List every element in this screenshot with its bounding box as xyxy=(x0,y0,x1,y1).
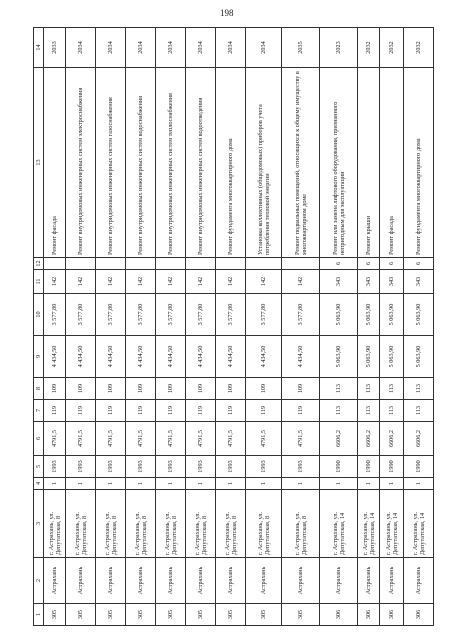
residents-cell: 142 xyxy=(246,270,282,294)
row-number-cell: 306 xyxy=(320,604,358,626)
city-cell: Астрахань xyxy=(358,558,380,604)
work-type-cell: Ремонт фундамента многоквартирного дома xyxy=(404,68,434,258)
table-row xyxy=(246,28,282,626)
area-cell: 4791,5 xyxy=(186,422,216,456)
city-cell: Астрахань xyxy=(44,558,66,604)
planned-year-cell: 2023 xyxy=(320,28,358,68)
row-number-cell: 305 xyxy=(156,604,186,626)
area-cell: 3 577,80 xyxy=(96,294,126,336)
value-cell: 113 xyxy=(358,400,380,422)
value-cell: 109 xyxy=(282,378,320,400)
city-cell: Астрахань xyxy=(96,558,126,604)
table-row xyxy=(320,28,358,626)
value-cell xyxy=(66,258,96,270)
city-cell: Астрахань xyxy=(66,558,96,604)
planned-year-cell: 2034 xyxy=(216,28,246,68)
table-row xyxy=(380,28,404,626)
value-cell xyxy=(156,258,186,270)
area-cell: 4 434,50 xyxy=(246,336,282,378)
area-cell: 4 434,50 xyxy=(126,336,156,378)
row-number-cell: 305 xyxy=(96,604,126,626)
header-cell: 1 xyxy=(34,604,44,626)
residents-cell: 343 xyxy=(404,270,434,294)
planned-year-cell: 2034 xyxy=(186,28,216,68)
value-cell: 119 xyxy=(246,400,282,422)
table-row xyxy=(282,28,320,626)
header-cell: 4 xyxy=(34,478,44,490)
area-cell: 6606,2 xyxy=(404,422,434,456)
residents-cell: 343 xyxy=(320,270,358,294)
year-cell: 1993 xyxy=(246,456,282,478)
table-row xyxy=(186,28,216,626)
value-cell: 6 xyxy=(404,258,434,270)
value-cell: 6 xyxy=(380,258,404,270)
header-cell: 9 xyxy=(34,336,44,378)
area-cell: 6606,2 xyxy=(358,422,380,456)
area-cell: 3 577,80 xyxy=(66,294,96,336)
address-cell: г. Астрахань, ул. Депутатская, 8 xyxy=(186,490,216,558)
address-cell: г. Астрахань, ул. Депутатская, 8 xyxy=(216,490,246,558)
count-cell: 1 xyxy=(358,478,380,490)
value-cell: 119 xyxy=(44,400,66,422)
value-cell xyxy=(282,258,320,270)
row-number-cell: 305 xyxy=(186,604,216,626)
address-cell: г. Астрахань, ул. Депутатская, 8 xyxy=(126,490,156,558)
value-cell xyxy=(44,258,66,270)
area-cell: 3 577,80 xyxy=(246,294,282,336)
value-cell: 109 xyxy=(246,378,282,400)
year-cell: 1993 xyxy=(44,456,66,478)
planned-year-cell: 2034 xyxy=(156,28,186,68)
address-cell: г. Астрахань, ул. Депутатская, 8 xyxy=(156,490,186,558)
year-cell: 1990 xyxy=(404,456,434,478)
value-cell: 119 xyxy=(126,400,156,422)
value-cell: 109 xyxy=(126,378,156,400)
header-row xyxy=(34,28,44,626)
address-cell: г. Астрахань, ул. Депутатская, 8 xyxy=(66,490,96,558)
value-cell xyxy=(186,258,216,270)
value-cell: 113 xyxy=(404,378,434,400)
count-cell: 1 xyxy=(246,478,282,490)
area-cell: 4791,5 xyxy=(126,422,156,456)
residents-cell: 343 xyxy=(380,270,404,294)
year-cell: 1990 xyxy=(320,456,358,478)
residents-cell: 142 xyxy=(282,270,320,294)
area-cell: 4791,5 xyxy=(44,422,66,456)
count-cell: 1 xyxy=(44,478,66,490)
header-cell: 12 xyxy=(34,258,44,270)
planned-year-cell: 2034 xyxy=(66,28,96,68)
header-cell: 10 xyxy=(34,294,44,336)
address-cell: г. Астрахань, ул. Депутатская, 8 xyxy=(44,490,66,558)
work-type-cell: Ремонт подвальных помещений, относящихся к общему имуществу в многоквартирном доме xyxy=(282,68,320,258)
value-cell: 119 xyxy=(96,400,126,422)
work-type-cell: Ремонт внутридомовых инженерных систем теплоснабжения xyxy=(156,68,186,258)
planned-year-cell: 2032 xyxy=(404,28,434,68)
value-cell: 109 xyxy=(44,378,66,400)
count-cell: 1 xyxy=(320,478,358,490)
residents-cell: 142 xyxy=(126,270,156,294)
count-cell: 1 xyxy=(380,478,404,490)
city-cell: Астрахань xyxy=(216,558,246,604)
value-cell: 119 xyxy=(216,400,246,422)
header-cell: 6 xyxy=(34,422,44,456)
residents-cell: 142 xyxy=(66,270,96,294)
table-row xyxy=(156,28,186,626)
header-cell: 13 xyxy=(34,68,44,258)
year-cell: 1993 xyxy=(156,456,186,478)
value-cell: 109 xyxy=(96,378,126,400)
value-cell: 113 xyxy=(320,400,358,422)
header-cell: 2 xyxy=(34,558,44,604)
planned-year-cell: 2032 xyxy=(358,28,380,68)
header-cell: 7 xyxy=(34,400,44,422)
value-cell: 119 xyxy=(156,400,186,422)
capital-repair-table xyxy=(33,27,434,626)
row-number-cell: 306 xyxy=(380,604,404,626)
value-cell: 113 xyxy=(380,400,404,422)
area-cell: 6606,2 xyxy=(320,422,358,456)
area-cell: 4 434,50 xyxy=(96,336,126,378)
work-type-cell: Ремонт внутридомовых инженерных систем водоотведения xyxy=(186,68,216,258)
year-cell: 1990 xyxy=(380,456,404,478)
planned-year-cell: 2034 xyxy=(126,28,156,68)
area-cell: 4791,5 xyxy=(246,422,282,456)
work-type-cell: Ремонт фундамента многоквартирного дома xyxy=(216,68,246,258)
year-cell: 1993 xyxy=(66,456,96,478)
area-cell: 5 063,90 xyxy=(380,336,404,378)
city-cell: Астрахань xyxy=(282,558,320,604)
area-cell: 5 063,90 xyxy=(320,294,358,336)
area-cell: 5 063,90 xyxy=(358,294,380,336)
work-type-cell: Ремонт крыши xyxy=(358,68,380,258)
planned-year-cell: 2032 xyxy=(380,28,404,68)
value-cell: 6 xyxy=(358,258,380,270)
value-cell xyxy=(96,258,126,270)
header-cell: 11 xyxy=(34,270,44,294)
count-cell: 1 xyxy=(96,478,126,490)
city-cell: Астрахань xyxy=(156,558,186,604)
area-cell: 3 577,80 xyxy=(44,294,66,336)
value-cell: 113 xyxy=(320,378,358,400)
value-cell: 109 xyxy=(156,378,186,400)
residents-cell: 142 xyxy=(156,270,186,294)
work-type-cell: Ремонт фасада xyxy=(380,68,404,258)
area-cell: 6606,2 xyxy=(380,422,404,456)
area-cell: 4 434,50 xyxy=(66,336,96,378)
city-cell: Астрахань xyxy=(126,558,156,604)
header-cell: 3 xyxy=(34,490,44,558)
row-number-cell: 305 xyxy=(66,604,96,626)
value-cell: 109 xyxy=(186,378,216,400)
area-cell: 5 063,90 xyxy=(380,294,404,336)
table-rotation-wrapper xyxy=(33,28,426,626)
row-number-cell: 305 xyxy=(216,604,246,626)
row-number-cell: 306 xyxy=(404,604,434,626)
planned-year-cell: 2034 xyxy=(246,28,282,68)
value-cell: 6 xyxy=(320,258,358,270)
count-cell: 1 xyxy=(156,478,186,490)
planned-year-cell: 2034 xyxy=(96,28,126,68)
row-number-cell: 305 xyxy=(282,604,320,626)
city-cell: Астрахань xyxy=(380,558,404,604)
area-cell: 3 577,80 xyxy=(186,294,216,336)
planned-year-cell: 2033 xyxy=(44,28,66,68)
planned-year-cell: 2035 xyxy=(282,28,320,68)
table-row xyxy=(358,28,380,626)
work-type-cell: Ремонт фасада xyxy=(44,68,66,258)
table-row xyxy=(44,28,66,626)
value-cell: 109 xyxy=(66,378,96,400)
header-cell: 8 xyxy=(34,378,44,400)
table-row xyxy=(404,28,434,626)
address-cell: г. Астрахань, ул. Депутатская, 8 xyxy=(96,490,126,558)
address-cell: г. Астрахань, ул. Депутатская, 8 xyxy=(246,490,282,558)
table-row xyxy=(216,28,246,626)
residents-cell: 343 xyxy=(358,270,380,294)
work-type-cell: Установка коллективных (общедомовых) приборов учета потребления тепловой энергии xyxy=(246,68,282,258)
address-cell: г. Астрахань, ул. Депутатская, 14 xyxy=(358,490,380,558)
value-cell: 109 xyxy=(216,378,246,400)
area-cell: 4791,5 xyxy=(282,422,320,456)
row-number-cell: 305 xyxy=(126,604,156,626)
area-cell: 3 577,80 xyxy=(156,294,186,336)
row-number-cell: 305 xyxy=(246,604,282,626)
row-number-cell: 305 xyxy=(44,604,66,626)
value-cell: 119 xyxy=(282,400,320,422)
area-cell: 4 434,50 xyxy=(44,336,66,378)
header-cell: 5 xyxy=(34,456,44,478)
count-cell: 1 xyxy=(282,478,320,490)
area-cell: 4 434,50 xyxy=(156,336,186,378)
address-cell: г. Астрахань, ул. Депутатская, 14 xyxy=(320,490,358,558)
count-cell: 1 xyxy=(186,478,216,490)
area-cell: 3 577,80 xyxy=(216,294,246,336)
area-cell: 3 577,80 xyxy=(282,294,320,336)
work-type-cell: Ремонт или замена лифтового оборудования, признанного непригодным для эксплуатации xyxy=(320,68,358,258)
value-cell xyxy=(216,258,246,270)
address-cell: г. Астрахань, ул. Депутатская, 14 xyxy=(380,490,404,558)
area-cell: 4791,5 xyxy=(96,422,126,456)
count-cell: 1 xyxy=(126,478,156,490)
table-row xyxy=(96,28,126,626)
work-type-cell: Ремонт внутридомовых инженерных систем газоснабжения xyxy=(96,68,126,258)
area-cell: 4 434,50 xyxy=(216,336,246,378)
city-cell: Астрахань xyxy=(404,558,434,604)
count-cell: 1 xyxy=(66,478,96,490)
count-cell: 1 xyxy=(216,478,246,490)
page-number: 198 xyxy=(220,8,234,18)
value-cell: 113 xyxy=(380,378,404,400)
area-cell: 4791,5 xyxy=(66,422,96,456)
table-row xyxy=(126,28,156,626)
address-cell: г. Астрахань, ул. Депутатская, 14 xyxy=(404,490,434,558)
city-cell: Астрахань xyxy=(320,558,358,604)
residents-cell: 142 xyxy=(96,270,126,294)
address-cell: г. Астрахань, ул. Депутатская, 8 xyxy=(282,490,320,558)
residents-cell: 142 xyxy=(186,270,216,294)
header-cell: 14 xyxy=(34,28,44,68)
work-type-cell: Ремонт внутридомовых инженерных систем водоснабжения xyxy=(126,68,156,258)
rotated-table-area xyxy=(33,28,426,626)
year-cell: 1993 xyxy=(216,456,246,478)
area-cell: 4791,5 xyxy=(216,422,246,456)
year-cell: 1990 xyxy=(358,456,380,478)
area-cell: 4 434,50 xyxy=(186,336,216,378)
value-cell: 119 xyxy=(186,400,216,422)
area-cell: 5 063,90 xyxy=(404,294,434,336)
area-cell: 5 063,90 xyxy=(358,336,380,378)
city-cell: Астрахань xyxy=(246,558,282,604)
year-cell: 1993 xyxy=(282,456,320,478)
year-cell: 1993 xyxy=(126,456,156,478)
value-cell xyxy=(126,258,156,270)
year-cell: 1993 xyxy=(186,456,216,478)
table-row xyxy=(66,28,96,626)
residents-cell: 142 xyxy=(44,270,66,294)
area-cell: 5 063,90 xyxy=(320,336,358,378)
work-type-cell: Ремонт внутридомовых инженерных систем электроснабжения xyxy=(66,68,96,258)
value-cell: 113 xyxy=(358,378,380,400)
count-cell: 1 xyxy=(404,478,434,490)
value-cell: 119 xyxy=(66,400,96,422)
area-cell: 4791,5 xyxy=(156,422,186,456)
area-cell: 5 063,90 xyxy=(404,336,434,378)
value-cell: 113 xyxy=(404,400,434,422)
area-cell: 3 577,80 xyxy=(126,294,156,336)
year-cell: 1993 xyxy=(96,456,126,478)
value-cell xyxy=(246,258,282,270)
row-number-cell: 306 xyxy=(358,604,380,626)
area-cell: 4 434,50 xyxy=(282,336,320,378)
residents-cell: 142 xyxy=(216,270,246,294)
city-cell: Астрахань xyxy=(186,558,216,604)
